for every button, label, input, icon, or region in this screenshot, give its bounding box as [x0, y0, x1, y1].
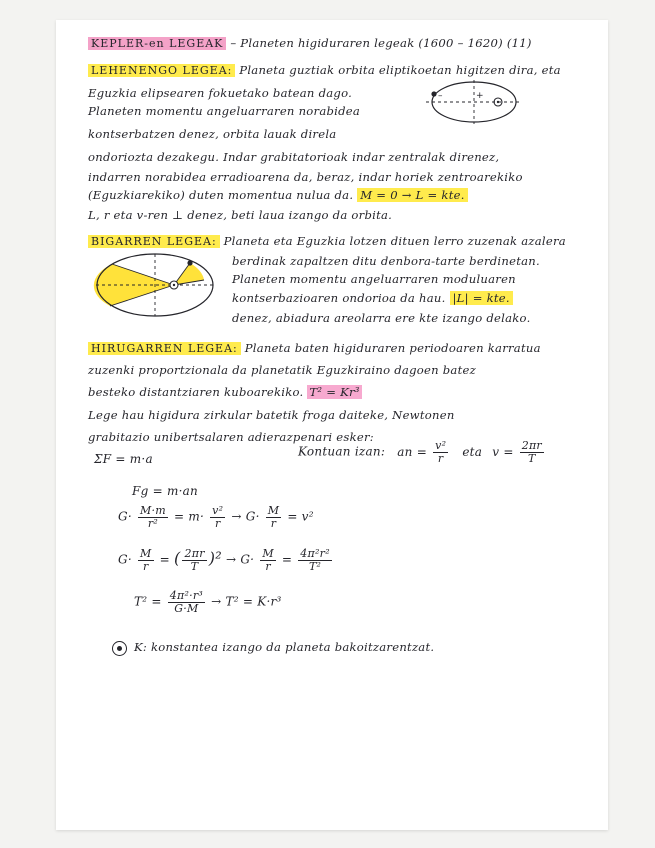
arrow-g: → G·	[225, 552, 255, 567]
frac-num: 4π²·r³	[169, 589, 204, 602]
first-law-line-8: L, r eta v-ren ⊥ denez, beti laua izango da orbita.	[88, 208, 393, 222]
newton-second-law: ΣF = m·a	[94, 452, 153, 466]
frac-num: M	[262, 547, 274, 560]
open-paren: (	[173, 548, 181, 568]
title-rest: – Planeten higiduraren legeak (1600 – 1620) (11)	[230, 36, 532, 50]
result-arrow: → T² = K·r³	[211, 594, 282, 609]
close-paren-squared: )²	[208, 548, 222, 568]
four-pi-r3-over-gm	[168, 590, 205, 614]
third-law-text-1: Planeta baten higiduraren periodoaren karratua	[244, 341, 541, 355]
frac-den: r	[265, 559, 271, 573]
first-law-line-2: Eguzkia elipsearen fokuetako batean dago.	[88, 86, 353, 100]
page-title	[88, 36, 532, 50]
v2-over-r	[210, 505, 225, 529]
frac-den: G·M	[174, 601, 199, 615]
frac-num: 2πr	[184, 547, 205, 560]
second-law-formula: |L| = kte.	[450, 291, 513, 305]
third-law-line-1	[88, 341, 541, 355]
first-law-line-4: kontserbatzen denez, orbita lauak direla	[88, 127, 337, 141]
first-law-heading: LEHENENGO LEGEA:	[88, 64, 235, 77]
frac-num: M	[267, 504, 280, 517]
note-circle-icon	[112, 641, 127, 656]
frac-num: M·m	[139, 504, 166, 517]
third-law-line-4: Lege hau higidura zirkular batetik froga daiteke, Newtonen	[88, 408, 455, 422]
frac-den: r²	[147, 516, 159, 530]
m-over-r	[266, 505, 282, 529]
svg-text:–: –	[438, 91, 443, 101]
frac-den: r	[214, 516, 221, 530]
frac-num: v²	[435, 439, 447, 452]
t-squared-equals: T² =	[134, 594, 162, 609]
equals-sign: =	[281, 552, 293, 567]
first-law-text-1: Planeta guztiak orbita eliptikoetan higitzen dira, eta	[239, 63, 561, 77]
equals-sign: =	[159, 552, 170, 567]
frac-den: r	[142, 559, 149, 573]
frac-den: r	[270, 516, 277, 530]
frac-num: 4π²r²	[300, 547, 330, 560]
frac-num: v²	[212, 504, 224, 517]
third-law-text-3: besteko distantziaren kuboarekiko.	[88, 385, 304, 399]
third-law-formula: T² = Kr³	[309, 385, 360, 399]
first-law-line-5: ondoriozta dezakegu. Indar grabitatorioak indar zentralak direnez,	[88, 150, 500, 164]
third-law-line-5: grabitazio unibertsalaren adierazpenari esker:	[88, 430, 374, 444]
third-law-heading: HIRUGARREN LEGEA:	[88, 342, 241, 355]
eta-word: eta	[462, 444, 483, 459]
second-law-heading: BIGARREN LEGEA:	[88, 235, 220, 248]
equals-m: = m·	[174, 509, 205, 524]
frac-num: 2πr	[521, 439, 542, 452]
arrow-g: → G·	[231, 509, 260, 524]
notebook-page	[56, 20, 608, 830]
areal-velocity-diagram	[92, 250, 218, 320]
third-law-line-2: zuzenki proportzionala da planetatik Eguzkiraino dagoen batez	[88, 363, 476, 377]
title-heading: KEPLER-en LEGEAK	[88, 37, 226, 50]
second-law-line-1	[88, 234, 566, 248]
first-law-line-7	[88, 188, 468, 202]
planet-dot	[431, 91, 436, 96]
first-law-formula: M = 0 → L = kte.	[357, 188, 467, 202]
equals-v2: = v²	[287, 509, 314, 524]
v-squared-over-r	[433, 440, 448, 464]
frac-den: T	[190, 559, 199, 573]
second-law-line-5: denez, abiadura areolarra ere kte izango delako.	[232, 311, 531, 325]
constant-note	[112, 640, 434, 656]
first-law-line-6: indarren norabidea erradioarena da, beraz, indar horiek zentroarekiko	[88, 170, 523, 184]
second-law-line-2: berdinak zapaltzen ditu denbora-tarte berdinetan.	[232, 254, 540, 268]
an-label: an =	[397, 444, 428, 459]
frac-den: T²	[308, 559, 322, 573]
mm-over-r2	[138, 505, 168, 529]
substitution-equation	[118, 548, 334, 572]
frac-den: r	[437, 451, 444, 465]
first-law-line-1	[88, 63, 561, 77]
frac-den: T	[528, 451, 536, 465]
v-label: v =	[492, 444, 514, 459]
first-law-text-7: (Eguzkiarekiko) duten momentua nulua da.	[88, 188, 354, 202]
second-law-text-4: kontserbazioaren ondorioa da hau.	[232, 291, 446, 305]
svg-text:+: +	[476, 91, 484, 101]
g-symbol: G·	[118, 509, 132, 524]
kontuan-note	[298, 440, 546, 464]
m-over-r	[260, 548, 276, 572]
m-over-r	[138, 548, 154, 572]
third-law-line-3	[88, 385, 362, 399]
swept-area-right	[174, 263, 204, 285]
first-law-line-3: Planeten momentu angeluarraren norabidea	[88, 104, 361, 118]
g-symbol: G·	[118, 552, 132, 567]
two-pi-r-over-t	[520, 440, 544, 464]
planet-dot-2	[187, 260, 192, 265]
orbit-ellipse-diagram	[424, 80, 534, 140]
second-law-line-3: Planeten momentu angeluarraren moduluaren	[232, 272, 516, 286]
two-pi-r-over-t	[182, 548, 206, 572]
second-law-text-1: Planeta eta Eguzkia lotzen dituen lerro zuzenak azalera	[223, 234, 566, 248]
gravity-equals-centripetal	[118, 505, 314, 529]
second-law-line-4	[232, 291, 513, 305]
gravity-force-equation: Fg = m·an	[132, 484, 199, 498]
frac-num: M	[139, 547, 152, 560]
four-pi-r2-over-t2	[298, 548, 332, 572]
result-equation	[134, 590, 282, 614]
note-text: K: konstantea izango da planeta bakoitzarentzat.	[133, 640, 435, 654]
kontuan-label: Kontuan izan:	[298, 444, 386, 459]
